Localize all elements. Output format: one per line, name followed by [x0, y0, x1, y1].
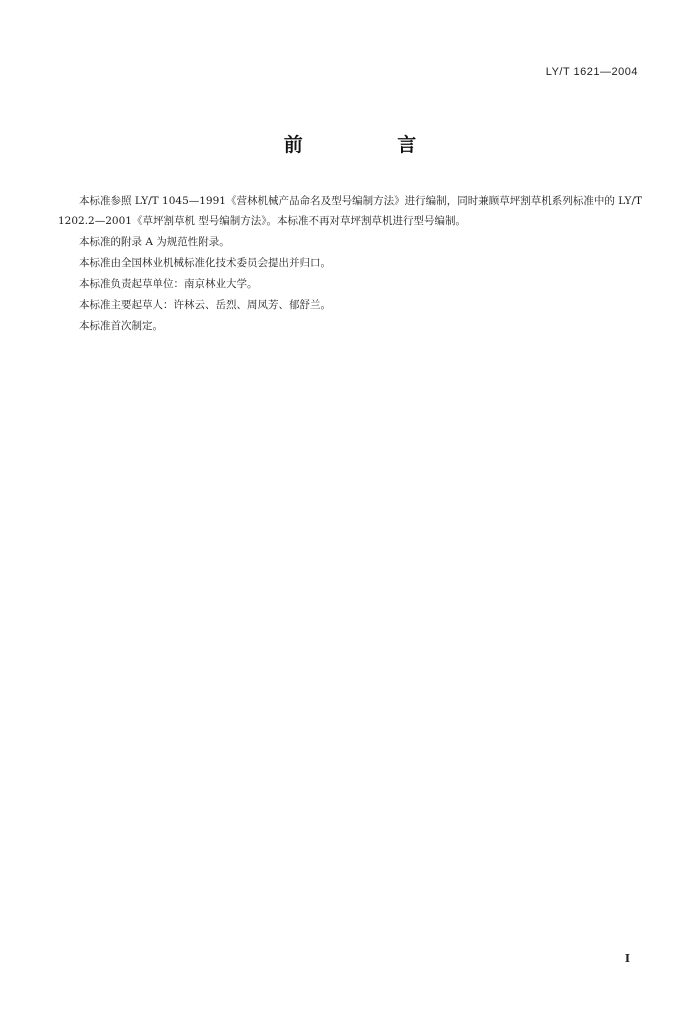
- paragraph-proposer: 本标准由全国林业机械标准化技术委员会提出并归口。: [79, 256, 331, 269]
- paragraph-reference-standard: 本标准参照 LY/T 1045—1991《营林机械产品命名及型号编制方法》进行编制，同时兼顾草坪割草机系列标准中的 LY/T 1202.2—2001《草坪割草机 型号编制方法》。本标准不再对草坪割草机进行型号编制。: [58, 195, 642, 227]
- standard-code: LY/T 1621—2004: [545, 66, 638, 78]
- paragraph-drafters: 本标准主要起草人：许林云、岳烈、周凤芳、郁舒兰。: [79, 298, 331, 311]
- paragraph-annex: 本标准的附录 A 为规范性附录。: [79, 235, 230, 248]
- paragraph-first-edition: 本标准首次制定。: [79, 319, 163, 332]
- foreword-body: [58, 192, 642, 338]
- paragraph-drafting-unit: 本标准负责起草单位：南京林业大学。: [79, 277, 258, 290]
- page-title: 前 言: [283, 134, 461, 156]
- page-number: I: [624, 952, 630, 965]
